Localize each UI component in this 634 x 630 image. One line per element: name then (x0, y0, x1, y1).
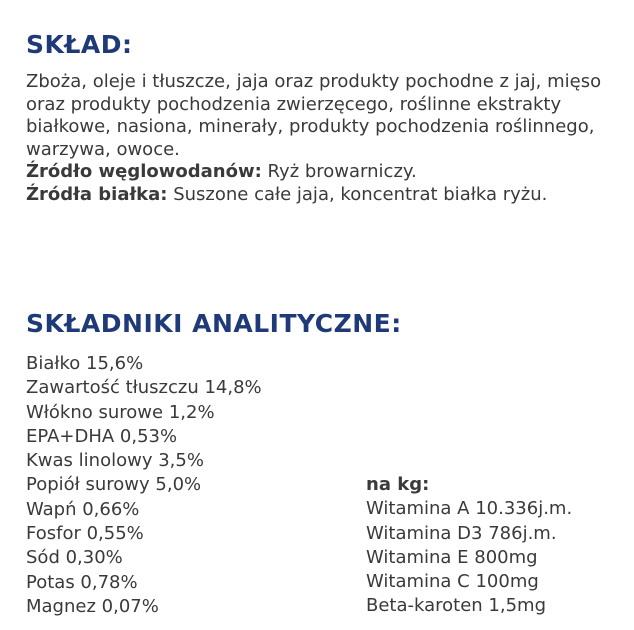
analytical-item: Sód 0,30% (26, 547, 123, 569)
per-kg-section (366, 473, 572, 619)
composition-heading: SKŁAD: (26, 30, 133, 59)
carbohydrate-source-value: Ryż browarniczy. (261, 161, 417, 183)
analytical-item: Włókno surowe 1,2% (26, 401, 215, 423)
composition-paragraph: Zboża, oleje i tłuszcze, jaja oraz produkty pochodne z jaj, mięso oraz produkty pochodzenia zwierzęcego, roślinne ekstrakty białkowe, nasiona, minerały, produkty pochodzenia roślinnego, warzywa, owoce. (26, 71, 602, 160)
analytical-item: Białko 15,6% (26, 353, 144, 374)
analytical-item: Wapń 0,66% (26, 498, 140, 520)
protein-source-value: Suszone całe jaja, koncentrat białka ryżu. (167, 183, 548, 205)
vitamin-item: Beta-karoten 1,5mg (366, 595, 547, 617)
vitamin-item: Witamina C 100mg (366, 571, 539, 593)
analytical-item: EPA+DHA 0,53% (26, 425, 178, 447)
protein-source-label: Źródła białka: (26, 183, 168, 205)
carbohydrate-source-line (26, 161, 626, 184)
protein-source-line (26, 184, 626, 207)
vitamin-item: Witamina E 800mg (366, 546, 538, 568)
analytical-list (26, 352, 262, 619)
per-kg-title: na kg: (366, 474, 430, 495)
analytical-item: Popiół surowy 5,0% (26, 474, 202, 496)
vitamin-item: Witamina D3 786j.m. (366, 522, 557, 544)
vitamin-item: Witamina A 10.336j.m. (366, 498, 573, 520)
analytical-item: Magnez 0,07% (26, 595, 159, 617)
analytical-item: Potas 0,78% (26, 571, 138, 593)
carbohydrate-source-label: Źródło węglowodanów: (26, 161, 262, 183)
composition-section (26, 71, 626, 207)
analytical-heading: SKŁADNIKI ANALITYCZNE: (26, 309, 402, 338)
analytical-item: Kwas linolowy 3,5% (26, 450, 204, 472)
analytical-item: Zawartość tłuszczu 14,8% (26, 377, 262, 399)
analytical-item: Fosfor 0,55% (26, 523, 144, 545)
per-kg-list (366, 497, 572, 618)
